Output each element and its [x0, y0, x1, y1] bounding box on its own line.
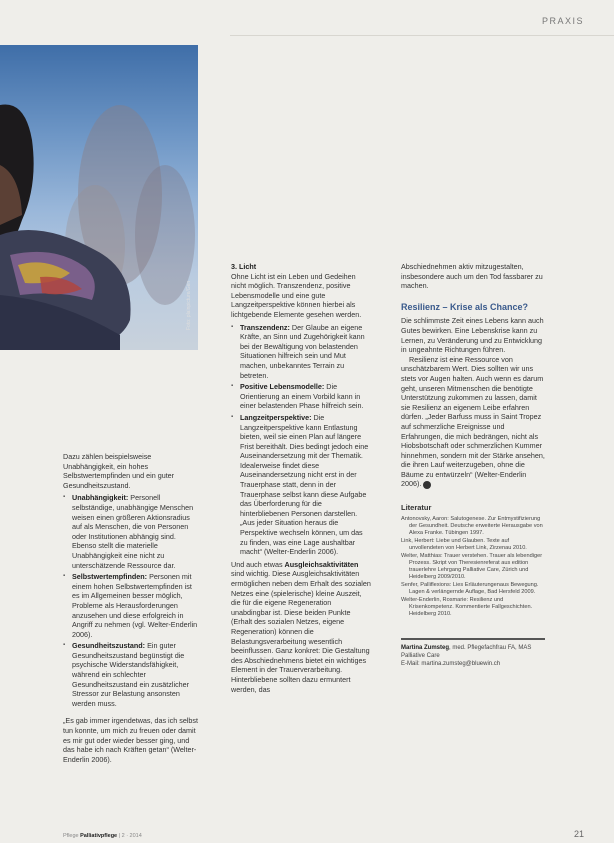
journal-name-bold: Palliativpflege — [80, 833, 118, 839]
page-footer — [63, 833, 142, 839]
list-item — [240, 413, 371, 557]
list-item-term: Selbstwertempfinden: — [72, 572, 148, 582]
col2-list — [231, 323, 371, 557]
photo-credit: Foto: plainpicture/Gen — [186, 280, 192, 330]
journal-name: Pflege — [63, 833, 81, 839]
col1-quote: „Es gab immer irgendetwas, das ich selbst tun konnte, um mich zu freuen oder damit es mir gut oder wieder besser ging, und das habe ich nach Kräften getan“ (Welter-Enderlin 2006). — [63, 716, 199, 764]
column-3 — [401, 262, 545, 668]
list-item-term: Langzeitperspektive: — [240, 412, 312, 422]
section-heading-resilienz: Resilienz – Krise als Chance? — [401, 301, 529, 312]
author-rule — [401, 638, 545, 640]
section-heading-licht: 3. Licht — [231, 262, 257, 271]
col3-paragraph-2 — [401, 355, 545, 489]
list-item-text: Der Glaube an eigene Kräfte, an Sinn und Zugehörigkeit kann bei der Bewältigung von belastenden Situationen hilfreich sein und Mut machen, unbekanntes Terrain zu betreten. — [240, 322, 365, 380]
article-photo — [0, 45, 198, 350]
author-block — [401, 644, 545, 668]
page-header — [0, 10, 614, 30]
list-item-text: Ein guter Gesundheitszustand begünstigt die psychische Widerstandsfähigkeit, während ein schlechter Gesundheitszustand ein zusätzlicher Stressor zur Belastung ansonsten werden muss. — [72, 641, 190, 708]
list-item-text: Personell selbständige, unabhängige Menschen weisen einen größeren Aktionsradius auf als Menschen, die von Personen oder Institutionen abhängig sind. Ebenso stellt die materielle Unabhängigkeit eine nicht zu unterschätzende Ressource dar. — [72, 493, 194, 570]
list-item — [72, 493, 199, 570]
section-label: PRAXIS — [541, 16, 584, 26]
col1-intro: Dazu zählen beispielsweise Unabhängigkeit, ein hohes Selbstwertempfinden und ein guter Gesundheitszustand. — [63, 452, 175, 490]
photo-illustration — [0, 45, 198, 350]
col2-outro — [231, 560, 371, 694]
list-item-term: Positive Lebensmodelle: — [240, 382, 325, 392]
col3-paragraph-2-text: Resilienz ist eine Ressource von unschätzbarem Wert. Dies sollten wir uns stets vor Augen halten. Auch wenn es darum geht, unseren Mitmenschen die benötigte Unterstützung zukommen zu lassen, damit sie Resilienz an eigenem Leibe erfahren dürfen. „Jeder Barfuss muss in Saint Tropez auf schmerzliche Ereignisse und Erfahrungen, die mich bedrängen, nicht als Hiobsbotschaft oder schmerzlichen Kummer hinnehmen, sondern mit der Stärke ansehen, die ihren Lauf weiterzugeben, ohne die Bäume zu entwürzeln“ (Welter-Enderlin 2006). — [401, 354, 545, 489]
list-item-term: Transzendenz: — [240, 322, 290, 332]
page-number: 21 — [573, 829, 584, 839]
journal-issue: | 2 · 2014 — [117, 833, 142, 839]
author-name: Martina Zumsteg — [401, 644, 450, 651]
col2-intro: Ohne Licht ist ein Leben und Gedeihen nicht möglich. Transzendenz, positive Lebensmodelle und eine gute Langzeitperspektive können hierbei als lichtgebende Elemente gesehen werden. — [231, 271, 362, 319]
literature-item: Antonovsky, Aaron: Salutogenese. Zur Entmystifizierung der Gesundheit. Deutsche erweiterte Herausgabe von Alexa Franke. Tübingen 1997. — [401, 515, 543, 536]
col1-list — [63, 493, 199, 708]
col3-continuation: Abschiednehmen aktiv mitzugestalten, insbesondere auch um den Tod fassbarer zu machen. — [401, 262, 543, 291]
outro-lead: Und auch etwas — [231, 559, 285, 569]
literature-item: Link, Herbert: Liebe und Glauben. Texte auf unvollendeten von Herbert Link, Zirzenau 2010. — [401, 537, 527, 551]
header-rule — [230, 35, 614, 36]
list-item — [72, 572, 199, 639]
list-item-term: Gesundheitszustand: — [72, 641, 146, 651]
column-2 — [231, 262, 371, 694]
outro-text: sind wichtig. Diese Ausgleichsaktivitäten ermöglichen neben dem Erhalt des sozialen Netzes eine (spielerische) kleine Auszeit, die für die eigene Regeneration unabdingbar ist. Diese beiden Punkte (Erhalt des sozialen Netzes, eigene Regeneration) können die Belastungsverarbeitung wesentlich beeinflussen. Ganz konkret: Die Gestaltung des Abschiednehmens bietet ein wichtiges Element in der Trauerverarbeitung. Hinterbliebene sollten dazu ermuntert werden, das — [231, 569, 371, 694]
list-item-text: Personen mit einem hohen Selbstwertempfinden ist es im Allgemeinen besser möglich, Probleme als Herausforderungen anzusehen und diese erfolgreich in Angriff zu nehmen (vgl. Welter-Enderlin 2006). — [72, 572, 198, 639]
list-item — [72, 641, 199, 708]
end-mark-icon — [423, 481, 431, 489]
author-email: E-Mail: martina.zumsteg@bluewin.ch — [401, 660, 501, 667]
col3-paragraph-1: Die schlimmste Zeit eines Lebens kann auch Gutes bewirken. Eine Lebenskrise kann zu Lernen, zu Veränderung und zu Entwicklung in ungeahnte Richtungen führen. — [401, 316, 544, 355]
author-role: , med. Pflegefachfrau FA, MAS Palliative Care — [401, 644, 532, 659]
literature-heading: Literatur — [401, 503, 432, 513]
column-1 — [63, 452, 199, 764]
list-item-text: Die Orientierung an einem Vorbild kann in einer belastenden Phase hilfreich sein. — [240, 382, 364, 411]
literature-item: Senfer, Palliflexions: Lies Erläuterungenaus Bewegung. Lagen & verlängernde Auflage, Bad Hersfeld 2009. — [401, 581, 539, 595]
list-item-term: Unabhängigkeit: — [72, 493, 129, 503]
literature-item: Welter, Matthias: Trauer verstehen. Trauer als lebendiger Prozess. Skript von Theresienreferat aus edition trauerlehre Lehrgang Palliative Care, Zürich und Heidelberg 2009/2010. — [401, 552, 543, 580]
literature-item: Welter-Enderlin, Rosmarie: Resilienz und Krisenkompetenz. Kommentierte Fallgeschichten. Heidelberg 2010. — [401, 596, 533, 617]
list-item — [240, 323, 371, 381]
list-item-text: Die Langzeitperspektive kann Entlastung bieten, weil sie einen Plan auf längere Frist bereithält. Dies bedingt jedoch eine Auseinandersetzung mit der Thematik. Idealerweise findet diese Auseinandersetzung nicht erst in der Trauerphase statt, denn in der Trauerphase selbst kann diese Aufgabe das Überforderung für die hinterbliebenen Personen darstellen. „Aus jeder Situation heraus die Perspektive wechseln können, um das zu finden, was eine Lage aushaltbar macht“ (Welter-Enderlin 2006). — [240, 412, 369, 557]
outro-term: Ausgleichsaktivitäten — [284, 559, 359, 569]
list-item — [240, 382, 371, 411]
